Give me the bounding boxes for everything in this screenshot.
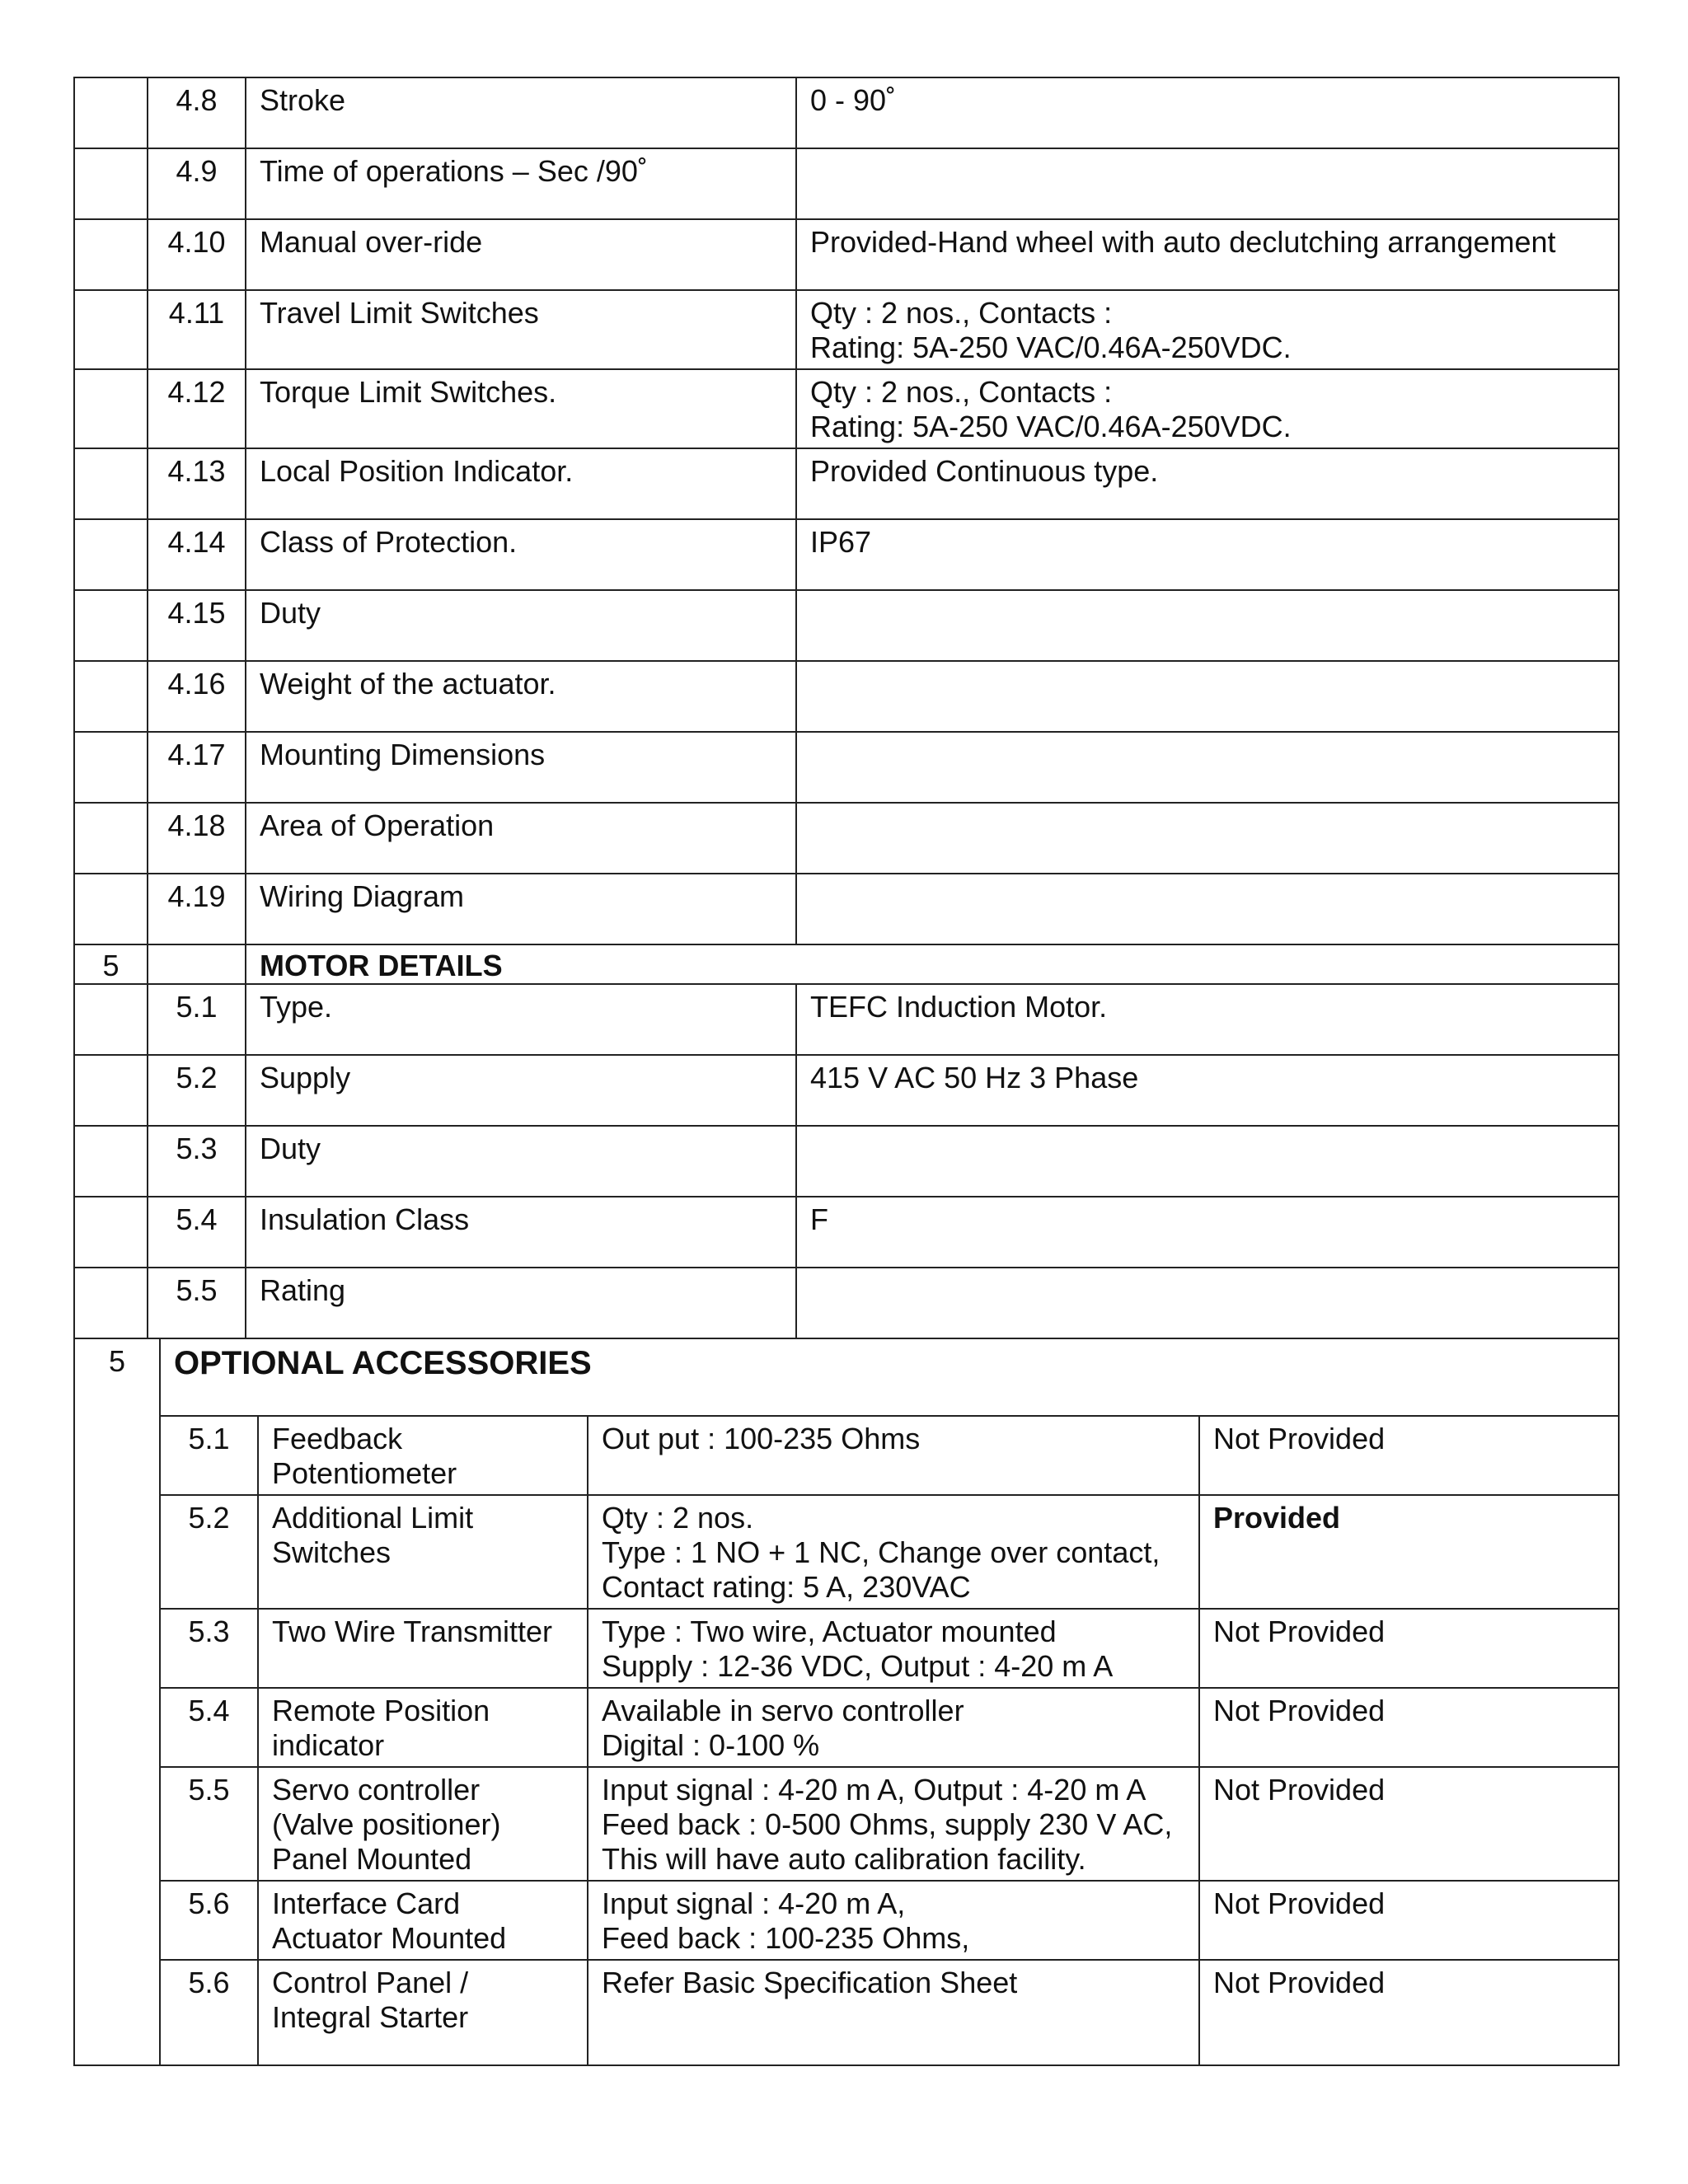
accessory-status: Provided	[1199, 1495, 1619, 1609]
accessory-name: Control Panel / Integral Starter	[258, 1960, 588, 2065]
table-row	[74, 874, 1619, 944]
section-cell	[74, 803, 148, 874]
table-row	[74, 1055, 1619, 1126]
section-cell	[74, 661, 148, 732]
motor-section	[74, 944, 1619, 1338]
parameter: Wiring Diagram	[246, 874, 796, 944]
value: Provided Continuous type.	[796, 448, 1619, 519]
accessory-status: Not Provided	[1199, 1416, 1619, 1495]
accessory-status: Not Provided	[1199, 1688, 1619, 1767]
accessory-status: Not Provided	[1199, 1767, 1619, 1881]
item-number: 4.17	[148, 732, 246, 803]
parameter: Stroke	[246, 77, 796, 148]
item-number: 4.18	[148, 803, 246, 874]
value: IP67	[796, 519, 1619, 590]
section-cell	[74, 1197, 148, 1268]
accessory-spec: Available in servo controller Digital : 0-100 %	[588, 1688, 1199, 1767]
parameter: Insulation Class	[246, 1197, 796, 1268]
parameter: Duty	[246, 590, 796, 661]
parameter: Class of Protection.	[246, 519, 796, 590]
value	[796, 590, 1619, 661]
table-row	[74, 1881, 1619, 1960]
accessory-name: Interface Card Actuator Mounted	[258, 1881, 588, 1960]
table-row	[74, 519, 1619, 590]
item-number: 5.5	[148, 1268, 246, 1338]
value: 415 V AC 50 Hz 3 Phase	[796, 1055, 1619, 1126]
parameter: Area of Operation	[246, 803, 796, 874]
section-cell	[74, 290, 148, 369]
value: TEFC Induction Motor.	[796, 984, 1619, 1055]
table-row	[74, 1688, 1619, 1767]
section-cell	[74, 984, 148, 1055]
blank-cell	[148, 944, 246, 984]
item-number: 5.6	[160, 1881, 258, 1960]
accessory-name: Remote Position indicator	[258, 1688, 588, 1767]
table-row	[74, 732, 1619, 803]
item-number: 5.2	[148, 1055, 246, 1126]
section-cell	[74, 219, 148, 290]
table-row	[74, 1197, 1619, 1268]
section-title: OPTIONAL ACCESSORIES	[160, 1338, 1619, 1416]
item-number: 4.12	[148, 369, 246, 448]
accessory-spec: Qty : 2 nos. Type : 1 NO + 1 NC, Change over contact, Contact rating: 5 A, 230VAC	[588, 1495, 1199, 1609]
section-cell	[74, 1055, 148, 1126]
accessory-name: Two Wire Transmitter	[258, 1609, 588, 1688]
accessory-name: Feedback Potentiometer	[258, 1416, 588, 1495]
section-number: 5	[74, 944, 148, 984]
value	[796, 148, 1619, 219]
accessory-spec: Input signal : 4-20 m A, Output : 4-20 m A Feed back : 0-500 Ohms, supply 230 V AC, This will have auto calibration facility.	[588, 1767, 1199, 1881]
accessory-status: Not Provided	[1199, 1960, 1619, 2065]
parameter: Supply	[246, 1055, 796, 1126]
table-row	[74, 219, 1619, 290]
accessory-spec: Input signal : 4-20 m A, Feed back : 100-235 Ohms,	[588, 1881, 1199, 1960]
value	[796, 1126, 1619, 1197]
item-number: 4.13	[148, 448, 246, 519]
table-row	[74, 369, 1619, 448]
section-header-row	[74, 1338, 1619, 1416]
table-row	[74, 1126, 1619, 1197]
accessories-table	[73, 1338, 1620, 2066]
section-cell	[74, 519, 148, 590]
item-number: 4.8	[148, 77, 246, 148]
section-number: 5	[74, 1338, 160, 2065]
section-cell	[74, 1126, 148, 1197]
section-cell	[74, 77, 148, 148]
section-cell	[74, 590, 148, 661]
table-row	[74, 590, 1619, 661]
item-number: 5.4	[160, 1688, 258, 1767]
table-row	[74, 1960, 1619, 2065]
accessory-status: Not Provided	[1199, 1609, 1619, 1688]
table-row	[74, 803, 1619, 874]
parameter: Manual over-ride	[246, 219, 796, 290]
value: F	[796, 1197, 1619, 1268]
parameter: Rating	[246, 1268, 796, 1338]
value: 0 - 90˚	[796, 77, 1619, 148]
parameter: Type.	[246, 984, 796, 1055]
actuator-motor-table	[73, 77, 1620, 1339]
value	[796, 661, 1619, 732]
value: Qty : 2 nos., Contacts : Rating: 5A-250 VAC/0.46A-250VDC.	[796, 369, 1619, 448]
section-cell	[74, 369, 148, 448]
accessory-name: Servo controller (Valve positioner) Panel Mounted	[258, 1767, 588, 1881]
parameter: Mounting Dimensions	[246, 732, 796, 803]
item-number: 4.15	[148, 590, 246, 661]
item-number: 5.3	[160, 1609, 258, 1688]
value	[796, 874, 1619, 944]
item-number: 4.9	[148, 148, 246, 219]
parameter: Weight of the actuator.	[246, 661, 796, 732]
item-number: 5.6	[160, 1960, 258, 2065]
accessory-status: Not Provided	[1199, 1881, 1619, 1960]
section-cell	[74, 448, 148, 519]
value	[796, 1268, 1619, 1338]
accessory-spec: Refer Basic Specification Sheet	[588, 1960, 1199, 2065]
item-number: 4.11	[148, 290, 246, 369]
item-number: 4.14	[148, 519, 246, 590]
table-row	[74, 661, 1619, 732]
item-number: 4.16	[148, 661, 246, 732]
parameter: Duty	[246, 1126, 796, 1197]
table-row	[74, 1495, 1619, 1609]
accessory-spec: Type : Two wire, Actuator mounted Supply : 12-36 VDC, Output : 4-20 m A	[588, 1609, 1199, 1688]
parameter: Travel Limit Switches	[246, 290, 796, 369]
table-row	[74, 1268, 1619, 1338]
item-number: 5.2	[160, 1495, 258, 1609]
value	[796, 732, 1619, 803]
table-row	[74, 1416, 1619, 1495]
parameter: Time of operations – Sec /90˚	[246, 148, 796, 219]
table-row	[74, 984, 1619, 1055]
section-cell	[74, 148, 148, 219]
table-row	[74, 290, 1619, 369]
item-number: 5.4	[148, 1197, 246, 1268]
value: Provided-Hand wheel with auto declutching arrangement	[796, 219, 1619, 290]
parameter: Torque Limit Switches.	[246, 369, 796, 448]
table-row	[74, 1609, 1619, 1688]
table-row	[74, 1767, 1619, 1881]
item-number: 5.1	[148, 984, 246, 1055]
item-number: 5.1	[160, 1416, 258, 1495]
actuator-rows	[74, 77, 1619, 944]
section-title: MOTOR DETAILS	[246, 944, 1619, 984]
section-cell	[74, 732, 148, 803]
parameter: Local Position Indicator.	[246, 448, 796, 519]
item-number: 5.5	[160, 1767, 258, 1881]
accessory-spec: Out put : 100-235 Ohms	[588, 1416, 1199, 1495]
table-row	[74, 77, 1619, 148]
item-number: 4.10	[148, 219, 246, 290]
table-row	[74, 148, 1619, 219]
accessory-name: Additional Limit Switches	[258, 1495, 588, 1609]
spec-sheet	[73, 77, 1620, 2066]
section-cell	[74, 1268, 148, 1338]
table-row	[74, 448, 1619, 519]
value: Qty : 2 nos., Contacts : Rating: 5A-250 VAC/0.46A-250VDC.	[796, 290, 1619, 369]
item-number: 5.3	[148, 1126, 246, 1197]
item-number: 4.19	[148, 874, 246, 944]
section-cell	[74, 874, 148, 944]
section-header-row	[74, 944, 1619, 984]
value	[796, 803, 1619, 874]
